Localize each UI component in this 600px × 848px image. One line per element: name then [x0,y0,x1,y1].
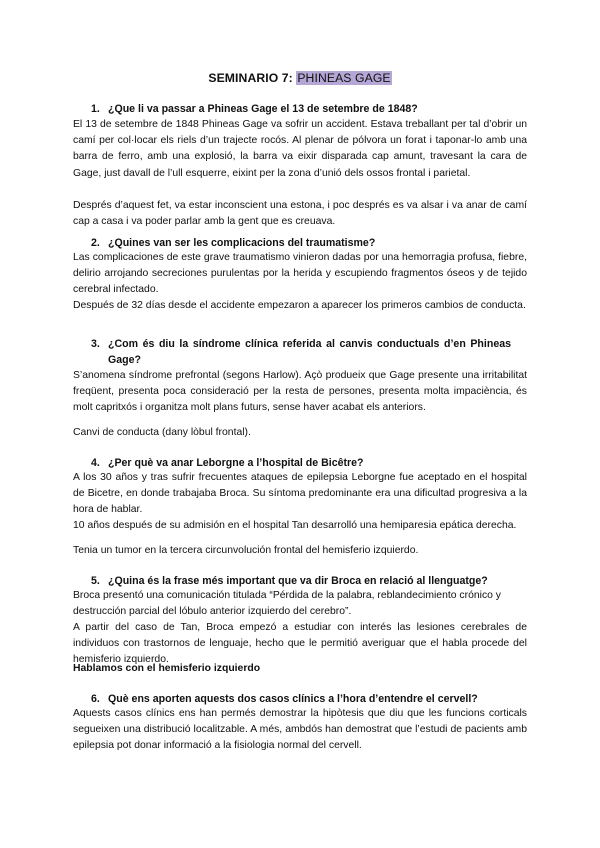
answer-2-paragraph-1: Las complicaciones de este grave traumatismo vinieron dadas por una hemorragia profusa, fiebre, delirio arrojando secreciones purulentas por la herida y escupiendo fragmentos óseos y de tejido cerebral infectado. [73,252,527,296]
question-text: ¿Que li va passar a Phineas Gage el 13 de setembre de 1848? [108,103,418,115]
answer-5-paragraph-1: Broca presentó una comunicación titulada “Pérdida de la palabra, reblandecimiento crónico y destrucción parcial del lóbulo anterior izquierdo del cerebro”. [73,590,501,618]
question-text: ¿Per què va anar Leborgne a l’hospital de Bicêtre? [108,457,364,469]
question-text: ¿Quina és la frase més important que va dir Broca en relació al llenguatge? [108,575,488,587]
question-number: 2. [91,237,100,249]
answer-6-paragraph-1: Aquests casos clínics ens han permés demostrar la hipòtesis que diu que les funcions corticals segueixen una distribució localitzable. A més, ambdós han demostrat que l’estudi de pacients amb epilepsia pot donar informació a la fisiologia normal del cervell. [73,708,527,752]
answer-2-paragraph-2: Después de 32 días desde el accidente empezaron a aparecer los primeros cambios de conducta. [73,300,526,311]
answer-3-paragraph-1: S’anomena síndrome prefrontal (segons Harlow). Açò produeix que Gage presente una irritabilitat freqüent, presenta poca consideració per la resta de persones, presenta molta impaciència, és molt capritxós i organitza molt plans futurs, sense haver acabat els anteriors. [73,370,527,414]
answer-1-paragraph-2: Després d’aquest fet, va estar inconscient una estona, i poc després es va alsar i va anar de camí cap a casa i va poder parlar amb la gent que es creuava. [73,200,527,228]
answer-5-paragraph-2: A partir del caso de Tan, Broca empezó a estudiar con interés las lesiones cerebrales de individuos con trastornos de lenguaje, hecho que le permitió averiguar que el habla procede del hemisferio izquierdo. [73,622,527,666]
answer-4-paragraph-3: Tenia un tumor en la tercera circunvolución frontal del hemisferio izquierdo. [73,545,419,556]
question-text: Què ens aporten aquests dos casos clínics a l’hora d’entendre el cervell? [108,693,478,705]
question-4-heading [91,455,511,471]
question-number: 4. [91,457,100,469]
question-text: ¿Com és diu la síndrome clínica referida al canvis conductuals d’en Phineas Gage? [108,338,511,367]
answer-5-conclusion: Hablamos con el hemisferio izquierdo [73,663,261,674]
question-1-heading [91,101,511,117]
title-highlight: PHINEAS GAGE [297,71,391,85]
question-number: 5. [91,575,100,587]
title-prefix: SEMINARIO 7: [208,71,297,85]
question-3-heading [91,336,511,369]
question-5-heading [91,573,511,589]
answer-3-paragraph-2: Canvi de conducta (dany lòbul frontal). [73,427,251,438]
answer-4-paragraph-2: 10 años después de su admisión en el hospital Tan desarrolló una hemiparesia epática derecha. [73,520,517,531]
question-number: 1. [91,103,100,115]
answer-1-paragraph-1: El 13 de setembre de 1848 Phineas Gage va sofrir un accident. Estava treballant per tal d’obrir un camí per col·locar els riels d’un trajecte rocós. Al plenar de pólvora un forat i taponar-lo amb una barra de ferro, amb una explosió, la barra va eixir disparada cap amunt, travesant la cara de Gage, just davall de l’ull esquerre, eixint per la zona d’unió dels ossos frontal i parietal. [73,119,527,179]
page-title [0,71,600,85]
question-number: 6. [91,693,100,705]
question-text: ¿Quines van ser les complicacions del traumatisme? [108,237,376,249]
question-2-heading [91,235,511,251]
question-6-heading [91,691,511,707]
answer-4-paragraph-1: A los 30 años y tras sufrir frecuentes ataques de epilepsia Leborgne fue aceptado en el hospital de Bicetre, en donde trabajaba Broca. Su síntoma predominante era una dificultad progresiva a la hora de hablar. [73,472,527,516]
question-number: 3. [91,338,100,350]
